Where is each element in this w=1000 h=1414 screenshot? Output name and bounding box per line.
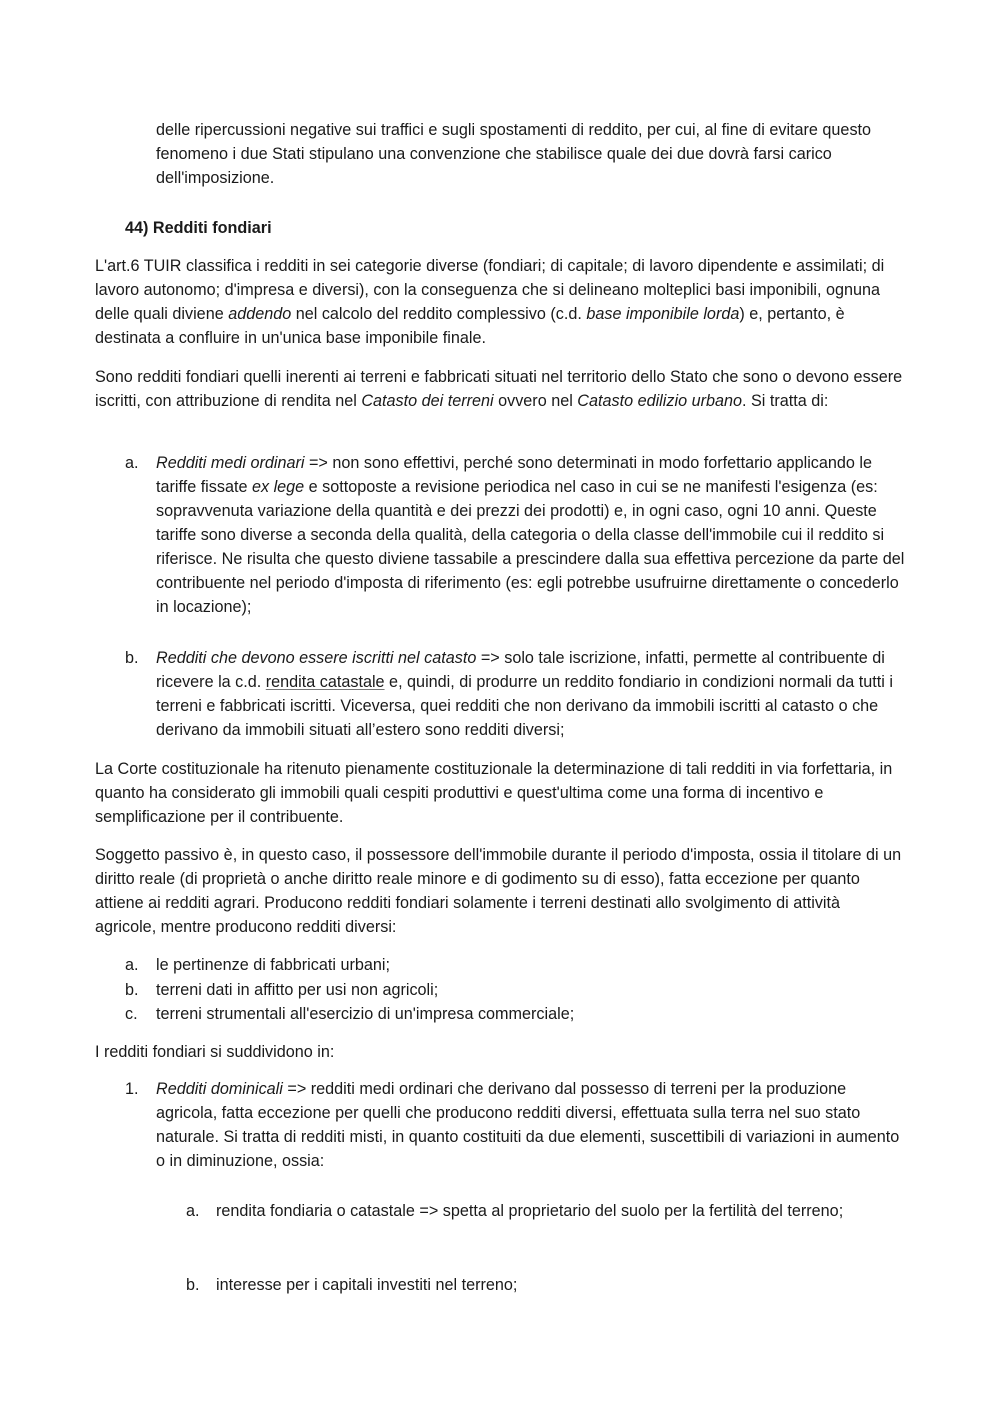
paragraph-definition: Sono redditi fondiari quelli inerenti ai terreni e fabbricati situati nel territorio dello Stato che sono o devono essere iscritti, con attribuzione di rendita nel Catasto dei terreni ovvero nel Catasto edilizio urbano. Si tratta di: xyxy=(95,368,903,410)
list-marker: b. xyxy=(125,649,139,667)
paragraph-suddivisione: I redditi fondiari si suddividono in: xyxy=(95,1043,335,1061)
paragraph-soggetto-passivo: Soggetto passivo è, in questo caso, il possessore dell'immobile durante il periodo d'imposta, ossia il titolare di un diritto reale (di proprietà o anche diritto reale minore e di godimento su di esso), fatta eccezione per quanto attiene ai redditi agrari. Producono redditi fondiari solamente i terreni destinati allo svolgimento di attività agricole, mentre producono redditi diversi: xyxy=(95,846,902,936)
list-item-rendita-fondiaria: rendita fondiaria o catastale => spetta al proprietario del suolo per la fertilità del terreno; xyxy=(216,1202,844,1220)
list-item-redditi-iscritti-catasto: Redditi che devono essere iscritti nel catasto => solo tale iscrizione, infatti, permette al contribuente di ricevere la c.d. rendita catastale e, quindi, di produrre un reddito fondiario in condizioni normali da tutti i terreni e fabbricati iscritti. Viceversa, quei redditi che non derivano da immobili iscritti al catasto o che derivano da immobili situati all’estero sono redditi diversi; xyxy=(156,649,893,739)
list-item-redditi-medi-ordinari: Redditi medi ordinari => non sono effettivi, perché sono determinati in modo forfettario applicando le tariffe fissate ex lege e sottoposte a revisione periodica nel caso in cui se ne manifesti l'esigenza (es: sopravvenuta variazione della quantità e dei prezzi dei prodotti) e, in ogni caso, ogni 10 anni. Queste tariffe sono diverse a seconda della qualità, della categoria o della classe dell'immobile cui il reddito si riferisce. Ne risulta che questo diviene tassabile a prescindere dalla sua effettiva percezione da parte del contribuente nel periodo d'imposta di riferimento (es: egli potrebbe usufruirne direttamente o concederlo in locazione); xyxy=(156,454,905,616)
paragraph-continuation: delle ripercussioni negative sui traffici e sugli spostamenti di reddito, per cui, al fine di evitare questo fenomeno i due Stati stipulano una convenzione che stabilisce quale dei due dovrà farsi carico dell'imposizione. xyxy=(156,121,872,187)
paragraph-corte-costituzionale: La Corte costituzionale ha ritenuto pienamente costituzionale la determinazione di tali redditi in via forfettaria, in quanto ha considerato gli immobili quali cespiti produttivi e quest'ultima come una forma di incentivo e semplificazione per il contribuente. xyxy=(95,760,893,826)
list-marker: b. xyxy=(186,1276,200,1294)
paragraph-art6-tuir: L'art.6 TUIR classifica i redditi in sei categorie diverse (fondiari; di capitale; di lavoro dipendente e assimilati; di lavoro autonomo; d'impresa e diversi), con la conseguenza che si delineano molteplici basi imponibili, ognuna delle quali diviene addendo nel calcolo del reddito complessivo (c.d. base imponibile lorda) e, pertanto, è destinata a confluire in un'unica base imponibile finale. xyxy=(95,257,885,347)
list-item-redditi-dominicali: Redditi dominicali => redditi medi ordinari che derivano dal possesso di terreni per la produzione agricola, fatta eccezione per quelli che producono redditi diversi, effettuata sulla terra nel suo stato naturale. Si tratta di redditi misti, in quanto costituiti da due elementi, suscettibili di variazioni in aumento o in diminuzione, ossia: xyxy=(156,1080,900,1170)
list-item: le pertinenze di fabbricati urbani; xyxy=(156,956,390,974)
list-marker: c. xyxy=(125,1005,138,1023)
list-marker: a. xyxy=(125,956,139,974)
list-marker: b. xyxy=(125,981,139,999)
list-marker: a. xyxy=(125,454,139,472)
section-heading: 44) Redditi fondiari xyxy=(125,219,272,237)
list-item: terreni strumentali all'esercizio di un'impresa commerciale; xyxy=(156,1005,575,1023)
rendita-catastale-link: rendita catastale xyxy=(265,673,385,691)
list-item-interesse-capitali: interesse per i capitali investiti nel terreno; xyxy=(216,1276,518,1294)
list-marker: a. xyxy=(186,1202,200,1220)
list-marker: 1. xyxy=(125,1080,139,1098)
list-item: terreni dati in affitto per usi non agricoli; xyxy=(156,981,439,999)
